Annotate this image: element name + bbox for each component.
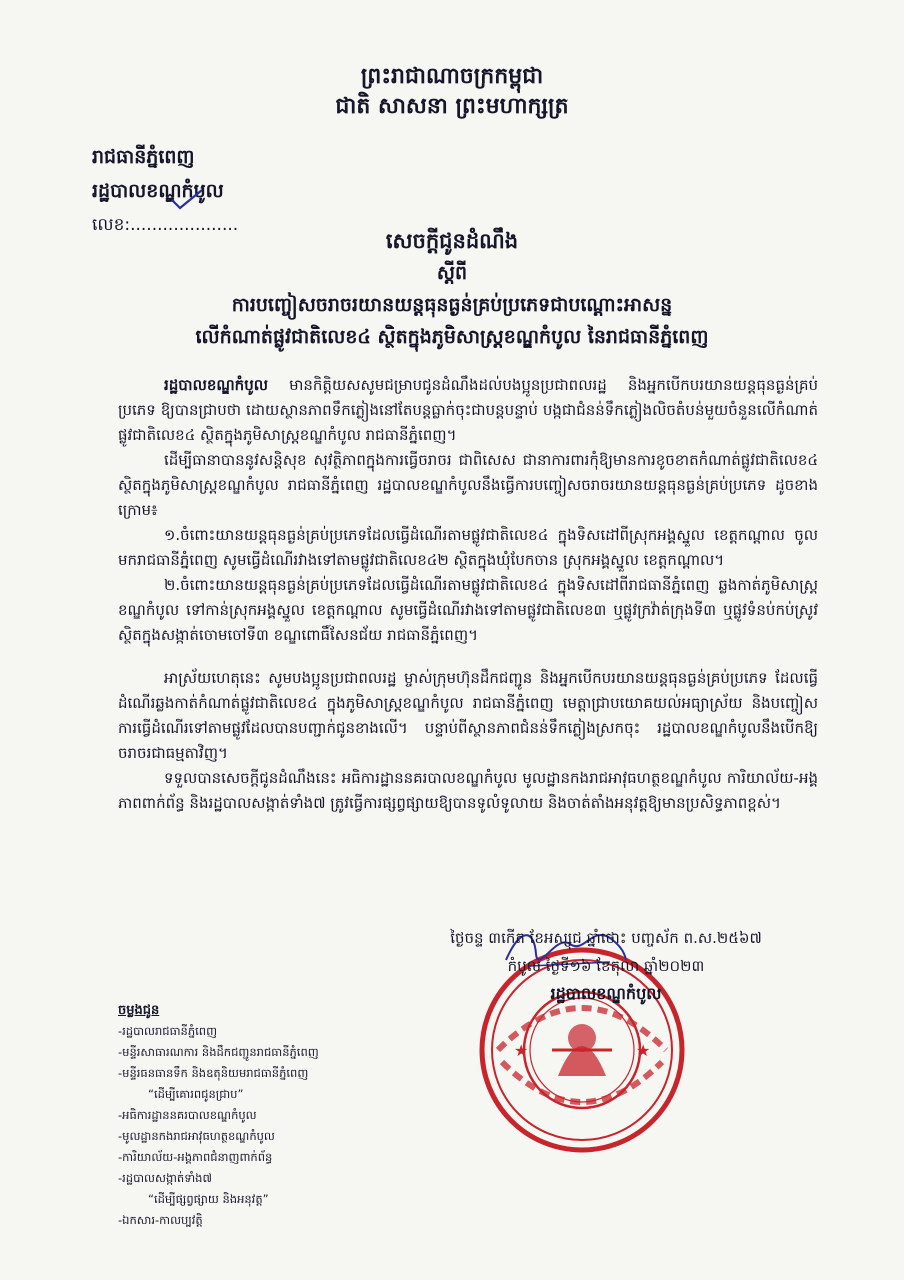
paragraph-2: ដើម្បីធានាបាននូវសន្តិសុខ សុវត្ថិភាពក្នុងការធ្វើចរាចរ ជាពិសេស ជានាការពារកុំឱ្យមានការខូចខាតកំណាត់ផ្លូវជាតិលេខ៤ ស្ថិតក្នុងភូមិសាស្ត្រខណ្ឌកំបូល រាជធានីភ្នំពេញ រដ្ឋបាលខណ្ឌកំបូលនឹងធ្វើការបញ្ចៀសចរាចរយានយន្តធុនធ្ងន់គ្រប់ប្រភេទ ដូចខាងក្រោម៖	[118, 451, 818, 519]
list-item: “ដើម្បីផ្សព្វផ្សាយ និងអនុវត្ត”	[148, 1192, 269, 1206]
paragraph-1-lead: រដ្ឋបាលខណ្ឌកំបូល	[164, 376, 269, 394]
list-item: -អធិការដ្ឋាននគរបាលខណ្ឌកំបូល	[118, 1108, 257, 1122]
list-item: -រដ្ឋបាលសង្កាត់ទាំង៧	[118, 1171, 212, 1185]
list-item: -មន្ទីរសាធារណការ និងដឹកជញ្ជូនរាជធានីភ្នំពេញ	[118, 1045, 319, 1059]
paragraph-4: ទទួលបានសេចក្ដីជូនដំណឹងនេះ អធិការដ្ឋាននគរបាលខណ្ឌកំបូល មូលដ្ឋានកងរាជអាវុធហត្ថខណ្ឌកំបូល ការិយាល័យ-អង្គភាពពាក់ព័ន្ធ និងរដ្ឋបាលសង្កាត់ទាំង៧ ត្រូវធ្វើការផ្សព្វផ្សាយឱ្យបានទូលំទូលាយ និងចាត់តាំងអនុវត្តឱ្យមានប្រសិទ្ធភាពខ្ពស់។	[118, 769, 818, 812]
dateline-block	[396, 924, 816, 1008]
lunar-date: ថ្ងៃចន្ទ ៣កើត ខែអស្សុជ ឆ្នាំថោះ បញ្ចស័ក ព.ស.២៥៦៧	[450, 929, 762, 947]
copy-to-heading: ចម្លងជូន	[118, 1003, 160, 1018]
title-notice: សេចក្ដីជូនដំណឹង	[385, 229, 519, 253]
title-subject-1: ការបញ្ចៀសចរាចរយានយន្តធុនធ្ងន់គ្រប់ប្រភេទជាបណ្ដោះអាសន្ន	[231, 294, 673, 316]
solar-date: កំបូល ថ្ងៃទី១៦ ខែតុលា ឆ្នាំ២០២៣	[507, 957, 705, 975]
list-item: -មូលដ្ឋានកងរាជអាវុធហត្ថខណ្ឌកំបូល	[118, 1129, 275, 1143]
title-about: ស្ដីពី	[436, 262, 468, 284]
reference-number: លេខ:....................	[92, 215, 239, 235]
paragraph-1	[118, 373, 818, 448]
kingdom-name: ព្រះរាជាណាចក្រកម្ពុជា	[360, 64, 544, 89]
national-motto: ជាតិ សាសនា ព្រះមហាក្សត្រ	[335, 94, 569, 119]
notice-title	[0, 225, 904, 353]
copy-to-list	[118, 1000, 319, 1231]
issuer-office: រដ្ឋបាលខណ្ឌកំបូល	[92, 180, 224, 202]
list-item: -ការិយាល័យ-អង្គភាពជំនាញពាក់ព័ន្ធ	[118, 1150, 273, 1164]
paragraph-3: អាស្រ័យហេតុនេះ សូមបងប្អូនប្រជាពលរដ្ឋ ម្ចាស់ក្រុមហ៊ុនដឹកជញ្ជូន និងអ្នកបើកបរយានយន្តធុនធ្ងន់គ្រប់ប្រភេទ ដែលធ្វើដំណើរឆ្លងកាត់កំណាត់ផ្លូវជាតិលេខ៤ ក្នុងភូមិសាស្ត្រខណ្ឌកំបូល រាជធានីភ្នំពេញ មេត្តាជ្រាបយោគយល់អធ្យាស្រ័យ និងបញ្ចៀសការធ្វើដំណើរទៅតាមផ្លូវដែលបានបញ្ជាក់ជូនខាងលើ។ បន្ទាប់ពីស្ថានភាពជំនន់ទឹកភ្លៀងស្រកចុះ រដ្ឋបាលខណ្ឌកំបូលនឹងបើកឱ្យចរាចរជាធម្មតាវិញ។	[118, 669, 818, 762]
signer-title: រដ្ឋបាលខណ្ឌកំបូល	[550, 984, 662, 1003]
kingdom-header	[0, 62, 904, 122]
checkmark-icon	[170, 188, 204, 210]
issuer-city: រាជធានីភ្នំពេញ	[92, 146, 195, 168]
list-item-1: ១.ចំពោះយានយន្តធុនធ្ងន់គ្រប់ប្រភេទដែលធ្វើដំណើរតាមផ្លូវជាតិលេខ៤ ក្នុងទិសដៅពីស្រុកអង្គស្នួល ខេត្តកណ្ដាល ចូលមករាជធានីភ្នំពេញ សូមធ្វើដំណើរវាងទៅតាមផ្លូវជាតិលេខ៤២ ស្ថិតក្នុងឃុំបែកចាន ស្រុកអង្គស្នួល ខេត្តកណ្ដាល។	[118, 526, 818, 569]
title-subject-2: លើកំណាត់ផ្លូវជាតិលេខ៤ ស្ថិតក្នុងភូមិសាស្ត្រខណ្ឌកំបូល នៃរាជធានីភ្នំពេញ	[195, 326, 709, 348]
list-item: -ឯកសារ-កាលប្បវត្តិ	[118, 1213, 203, 1227]
list-item-2: ២.ចំពោះយានយន្តធុនធ្ងន់គ្រប់ប្រភេទដែលធ្វើដំណើរតាមផ្លូវជាតិលេខ៤ ក្នុងទិសដៅពីរាជធានីភ្នំពេញ ឆ្លងកាត់ភូមិសាស្ត្រខណ្ឌកំបូល ទៅកាន់ស្រុកអង្គស្នួល ខេត្តកណ្ដាល សូមធ្វើដំណើរវាងទៅតាមផ្លូវជាតិលេខ៣ ឬផ្លូវក្រវ៉ាត់ក្រុងទី៣ ឬផ្លូវទំនប់កប់ស្រូវ ស្ថិតក្នុងសង្កាត់ចោមចៅទី៣ ខណ្ឌពោធិ៍សែនជ័យ រាជធានីភ្នំពេញ។	[118, 576, 818, 644]
list-item: -មន្ទីរធនធានទឹក និងឧតុនិយមរាជធានីភ្នំពេញ	[118, 1066, 309, 1080]
notice-body	[118, 373, 818, 816]
list-item: “ដើម្បីគោរពជូនជ្រាប”	[148, 1087, 244, 1101]
list-item: -រដ្ឋបាលរាជធានីភ្នំពេញ	[118, 1024, 218, 1038]
svg-text:★: ★	[636, 1041, 651, 1060]
paragraph-1-text: មានកិត្តិយសសូមជម្រាបជូនដំណឹងដល់បងប្អូនប្រជាពលរដ្ឋ និងអ្នកបើកបរយានយន្តធុនធ្ងន់គ្រប់ប្រភេទ ឱ្យបានជ្រាបថា ដោយស្ថានភាពទឹកភ្លៀងនៅតែបន្តធ្លាក់ចុះជាបន្តបន្ទាប់ បង្កជាជំនន់ទឹកភ្លៀងលិចតំបន់មួយចំនួនលើកំណាត់ផ្លូវជាតិលេខ៤ ស្ថិតក្នុងភូមិសាស្ត្រខណ្ឌកំបូល រាជធានីភ្នំពេញ។	[118, 376, 818, 444]
svg-text:★: ★	[514, 1041, 529, 1060]
